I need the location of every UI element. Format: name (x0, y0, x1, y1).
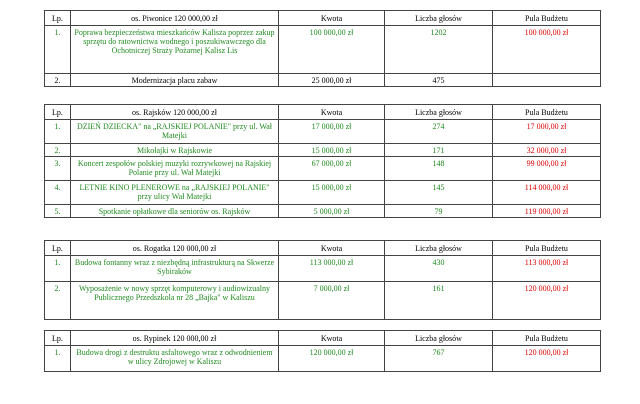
pool-header: Pula Budżetu (493, 105, 601, 120)
table-row (45, 346, 601, 372)
table-header-row (45, 105, 601, 120)
row-number: 5. (45, 205, 71, 218)
table-row (45, 120, 601, 144)
cumulative-pool: 113 000,00 zł (493, 256, 601, 282)
project-amount: 100 000,00 zł (279, 26, 385, 74)
cumulative-pool: 32 000,00 zł (493, 144, 601, 157)
row-number: 1. (45, 346, 71, 372)
table-header-row (45, 11, 601, 26)
amount-header: Kwota (279, 105, 385, 120)
table-row (45, 181, 601, 205)
row-number: 2. (45, 74, 71, 87)
district-header: os. Rypinek 120 000,00 zł (71, 331, 279, 346)
project-name: DZIEŃ DZIECKA" na „RAJSKIEJ POLANIE" przy ul. Wał Matejki (71, 120, 279, 144)
row-number: 3. (45, 157, 71, 181)
row-number: 4. (45, 181, 71, 205)
row-number: 1. (45, 120, 71, 144)
project-amount: 67 000,00 zł (279, 157, 385, 181)
votes-header: Liczba głosów (385, 241, 493, 256)
district-table-rypinek (44, 330, 601, 372)
project-amount: 120 000,00 zł (279, 346, 385, 372)
project-name: Wyposażenie w nowy sprzęt komputerowy i audiowizualny Publicznego Przedszkola nr 28 „Bajka" w Kaliszu (71, 282, 279, 320)
project-amount: 113 000,00 zł (279, 256, 385, 282)
cumulative-pool: 120 000,00 zł (493, 346, 601, 372)
table-row (45, 157, 601, 181)
cumulative-pool: 119 000,00 zł (493, 205, 601, 218)
table-row (45, 205, 601, 218)
pool-header: Pula Budżetu (493, 11, 601, 26)
cumulative-pool: 100 000,00 zł (493, 26, 601, 74)
cumulative-pool: 114 000,00 zł (493, 181, 601, 205)
table-header-row (45, 241, 601, 256)
table-row (45, 144, 601, 157)
row-number: 2. (45, 144, 71, 157)
project-name: Mikołajki w Rajskowie (71, 144, 279, 157)
project-amount: 15 000,00 zł (279, 181, 385, 205)
pool-header: Pula Budżetu (493, 331, 601, 346)
votes-header: Liczba głosów (385, 331, 493, 346)
project-amount: 17 000,00 zł (279, 120, 385, 144)
lp-header: Lp. (45, 105, 71, 120)
district-table-piwonice (44, 10, 601, 87)
lp-header: Lp. (45, 331, 71, 346)
table-header-row (45, 331, 601, 346)
project-votes: 148 (385, 157, 493, 181)
district-table-rogatka (44, 240, 601, 320)
votes-header: Liczba głosów (385, 105, 493, 120)
project-amount: 7 000,00 zł (279, 282, 385, 320)
project-name: Budowa fontanny wraz z niezbędną infrastrukturą na Skwerze Sybiraków (71, 256, 279, 282)
project-votes: 475 (385, 74, 493, 87)
table-row (45, 282, 601, 320)
cumulative-pool: 120 000,00 zł (493, 282, 601, 320)
project-votes: 145 (385, 181, 493, 205)
amount-header: Kwota (279, 241, 385, 256)
project-name: LETNIE KINO PLENEROWE na „RAJSKIEJ POLANIE" przy ulicy Wał Matejki (71, 181, 279, 205)
project-votes: 430 (385, 256, 493, 282)
district-table-rajskow (44, 104, 601, 218)
table-row (45, 26, 601, 74)
project-name: Koncert zespołów polskiej muzyki rozrywkowej na Rajskiej Polanie przy ul. Wał Matejki (71, 157, 279, 181)
row-number: 1. (45, 256, 71, 282)
district-header: os. Rogatka 120 000,00 zł (71, 241, 279, 256)
row-number: 1. (45, 26, 71, 74)
project-amount: 15 000,00 zł (279, 144, 385, 157)
project-amount: 25 000,00 zł (279, 74, 385, 87)
table-row (45, 256, 601, 282)
pool-header: Pula Budżetu (493, 241, 601, 256)
project-name: Modernizacja placu zabaw (71, 74, 279, 87)
project-votes: 171 (385, 144, 493, 157)
district-header: os. Rajsków 120 000,00 zł (71, 105, 279, 120)
project-name: Poprawa bezpieczeństwa mieszkańców Kalisza poprzez zakup sprzętu do ratownictwa wodnego i poszukiwawczego dla Ochotniczej Straży Pożarnej Kalisz Lis (71, 26, 279, 74)
lp-header: Lp. (45, 241, 71, 256)
project-name: Spotkanie opłatkowe dla seniorów os. Rajsków (71, 205, 279, 218)
project-votes: 767 (385, 346, 493, 372)
cumulative-pool: 17 000,00 zł (493, 120, 601, 144)
project-votes: 161 (385, 282, 493, 320)
project-name: Budowa drogi z destruktu asfaltowego wraz z odwodnieniem w ulicy Zdrojowej w Kaliszu (71, 346, 279, 372)
lp-header: Lp. (45, 11, 71, 26)
district-header: os. Piwonice 120 000,00 zł (71, 11, 279, 26)
project-votes: 1202 (385, 26, 493, 74)
amount-header: Kwota (279, 331, 385, 346)
table-row (45, 74, 601, 87)
votes-header: Liczba głosów (385, 11, 493, 26)
cumulative-pool (493, 74, 601, 87)
amount-header: Kwota (279, 11, 385, 26)
project-amount: 5 000,00 zł (279, 205, 385, 218)
project-votes: 79 (385, 205, 493, 218)
cumulative-pool: 99 000,00 zł (493, 157, 601, 181)
row-number: 2. (45, 282, 71, 320)
project-votes: 274 (385, 120, 493, 144)
